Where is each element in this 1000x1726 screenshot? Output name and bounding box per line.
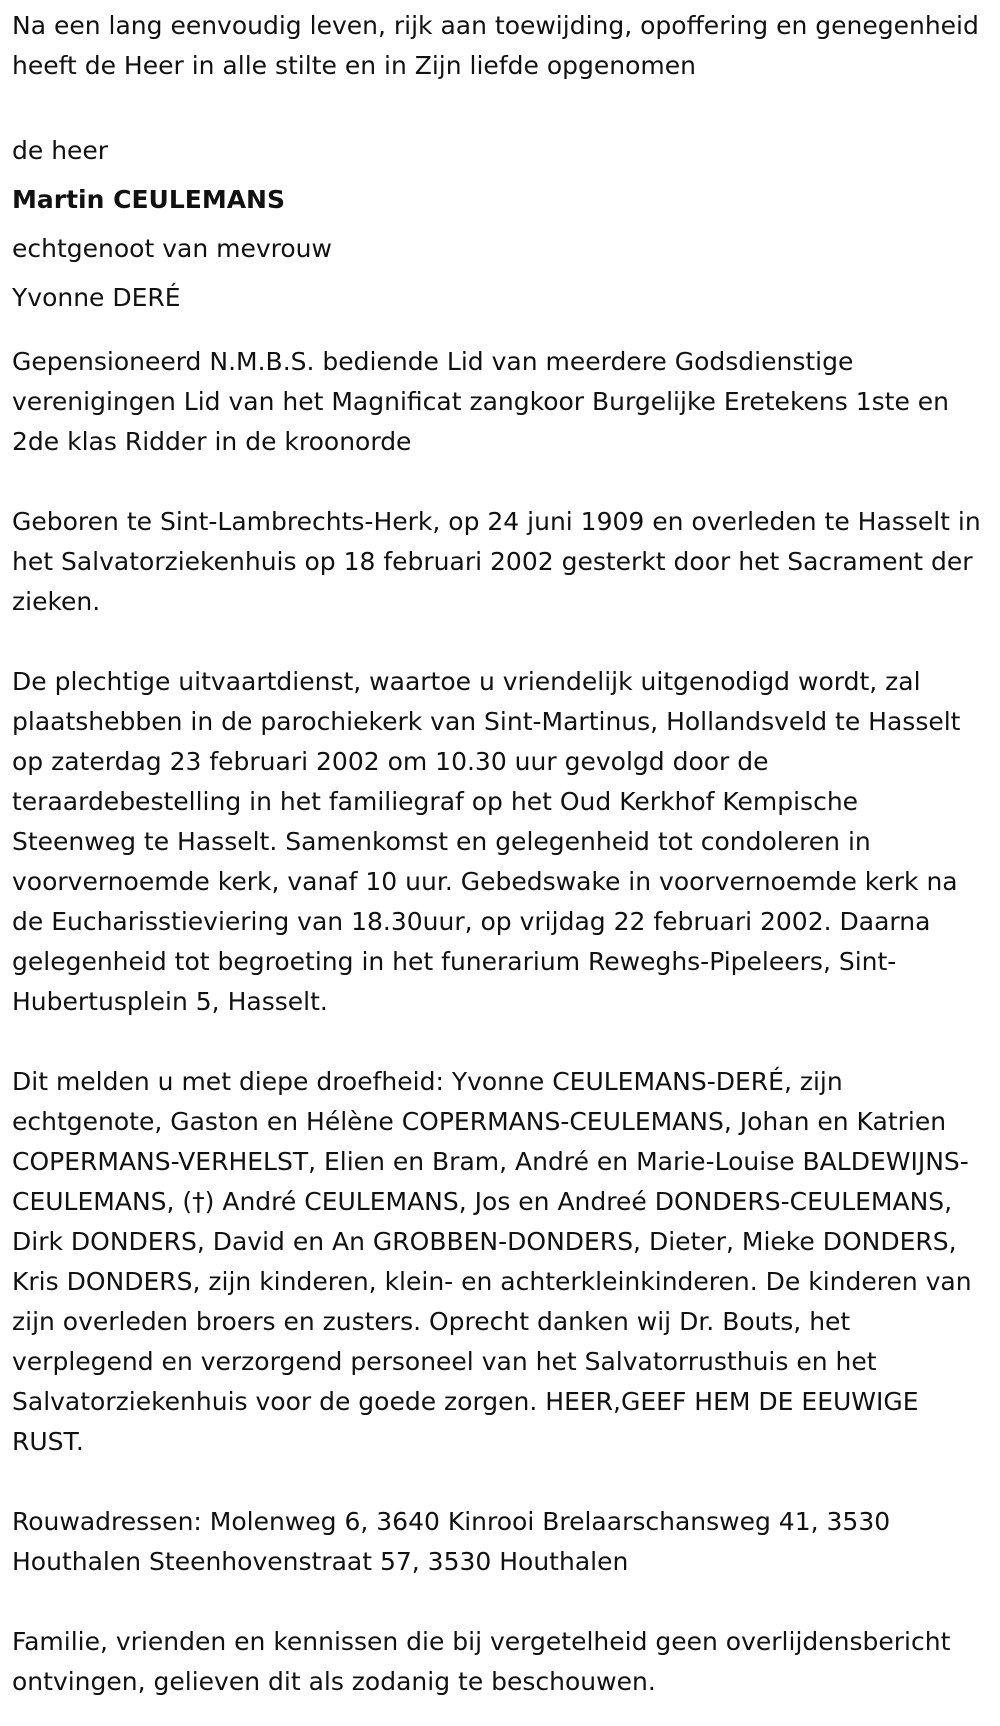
birth-death-paragraph: Geboren te Sint-Lambrechts-Herk, op 24 juni 1909 en overleden te Hasselt in het Salvatorziekenhuis op 18 februari 2002 gesterkt door het Sacrament der zieken. xyxy=(12,507,981,616)
career-paragraph: Gepensioneerd N.M.B.S. bediende Lid van meerdere Godsdienstige verenigingen Lid van het Magnificat zangkoor Burgelijke Eretekens 1ste en 2de klas Ridder in de kroonorde xyxy=(12,347,950,456)
funeral-paragraph: De plechtige uitvaartdienst, waartoe u vriendelijk uitgenodigd wordt, zal plaatshebben in de parochiekerk van Sint-Martinus, Hollandsveld te Hasselt op zaterdag 23 februari 2002 om 10.30 uur gevolgd door de teraardebestelling in het familiegraf op het Oud Kerkhof Kempische Steenweg te Hasselt. Samenkomst en gelegenheid tot condoleren in voorvernoemde kerk, vanaf 10 uur. Gebedswake in voorvernoemde kerk na de Eucharisstieviering van 18.30uur, op vrijdag 22 februari 2002. Daarna gelegenheid tot begroeting in het funerarium Reweghs-Pipeleers, Sint-Hubertusplein 5, Hasselt. xyxy=(12,667,961,1016)
spacer xyxy=(12,86,988,126)
spacer xyxy=(12,1582,988,1622)
spacer xyxy=(12,462,988,502)
closing-paragraph: Familie, vrienden en kennissen die bij vergetelheid geen overlijdensbericht ontvingen, gelieven dit als zodanig te beschouwen. xyxy=(12,1627,951,1696)
spouse-name: Yvonne DERÉ xyxy=(12,283,181,312)
announcement-paragraph: Dit melden u met diepe droefheid: Yvonne CEULEMANS-DERÉ, zijn echtgenote, Gaston en Hélène COPERMANS-CEULEMANS, Johan en Katrien COPERMANS-VERHELST, Elien en Bram, André en Marie-Louise BALDEWIJNS-CEULEMANS, (†) André CEULEMANS, Jos en Andreé DONDERS-CEULEMANS, Dirk DONDERS, David en An GROBBEN-DONDERS, Dieter, Mieke DONDERS, Kris DONDERS, zijn kinderen, klein- en achterkleinkinderen. De kinderen van zijn overleden broers en zusters. Oprecht danken wij Dr. Bouts, het verplegend en verzorgend personeel van het Salvatorrusthuis en het Salvatorziekenhuis voor de goede zorgen. HEER,GEEF HEM DE EEUWIGE RUST. xyxy=(12,1067,972,1456)
spacer xyxy=(12,622,988,662)
spacer xyxy=(12,322,988,342)
deceased-name: Martin CEULEMANS xyxy=(12,185,285,214)
spouse-intro: echtgenoot van mevrouw xyxy=(12,234,332,263)
spacer xyxy=(12,1462,988,1502)
addresses-paragraph: Rouwadressen: Molenweg 6, 3640 Kinrooi Brelaarschansweg 41, 3530 Houthalen Steenhovenstraat 57, 3530 Houthalen xyxy=(12,1507,891,1576)
intro-paragraph: Na een lang eenvoudig leven, rijk aan toewijding, opoffering en genegenheid heeft de Heer in alle stilte en in Zijn liefde opgenomen xyxy=(12,11,979,80)
spacer xyxy=(12,1022,988,1062)
title-prefix: de heer xyxy=(12,136,109,165)
